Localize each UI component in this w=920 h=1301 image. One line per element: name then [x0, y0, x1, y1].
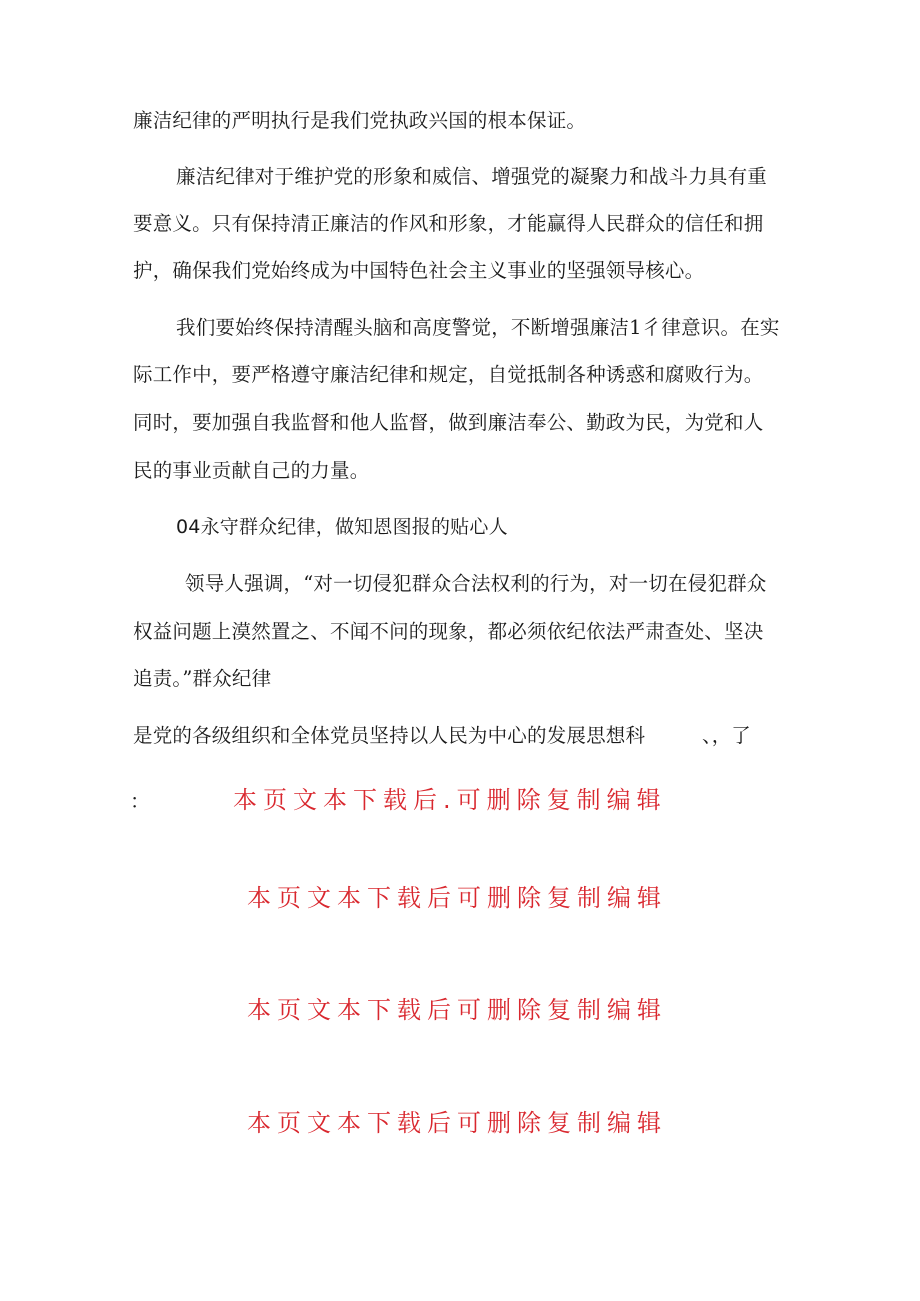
- quote-paragraph-line-1: 领导人强调，“对一切侵犯群众合法权利的行为，对一切在侵犯群众: [185, 572, 767, 595]
- paragraph-2-line-1: 廉洁纪律对于维护党的形象和威信、增强党的凝聚力和战斗力具有重: [176, 165, 768, 188]
- paragraph-2-line-3: 护，确保我们党始终成为中国特色社会主义事业的坚强领导核心。: [133, 259, 705, 282]
- watermark-1: 本页文本下载后.可删除复制编辑: [233, 786, 667, 814]
- paragraph-2-line-2: 要意义。只有保持清正廉洁的作风和形象，才能赢得人民群众的信任和拥: [133, 212, 764, 235]
- paragraph-3-line-2: 际工作中，要严格遵守廉洁纪律和规定，自觉抵制各种诱惑和腐败行为。: [133, 363, 764, 386]
- section-heading: 04永守群众纪律，做知恩图报的贴心人: [176, 516, 508, 538]
- last-line-tail: 、，了: [702, 724, 751, 747]
- quote-paragraph-line-2: 权益问题上漠然置之、不闻不问的现象，都必须依纪依法严肃查处、坚决: [133, 620, 764, 643]
- paragraph-3-line-4: 民的事业贡献自己的力量。: [133, 459, 370, 482]
- watermark-3: 本页文本下载后可删除复制编辑: [247, 996, 667, 1024]
- watermark-4: 本页文本下载后可删除复制编辑: [247, 1109, 667, 1137]
- quote-paragraph-line-3: 追责。”群众纪律: [133, 667, 272, 690]
- paragraph-1-line-1: 廉洁纪律的严明执行是我们党执政兴国的根本保证。: [133, 109, 587, 132]
- last-line: 是党的各级组织和全体党员坚持以人民为中心的发展思想科: [133, 724, 646, 747]
- watermark-2: 本页文本下载后可删除复制编辑: [247, 884, 667, 912]
- paragraph-3-line-3: 同时，要加强自我监督和他人监督，做到廉洁奉公、勤政为民，为党和人: [133, 411, 764, 434]
- paragraph-3-line-1: 我们要始终保持清醒头脑和高度警觉，不断增强廉洁1彳律意识。在实: [176, 316, 780, 339]
- colon-mark: ：: [130, 789, 150, 813]
